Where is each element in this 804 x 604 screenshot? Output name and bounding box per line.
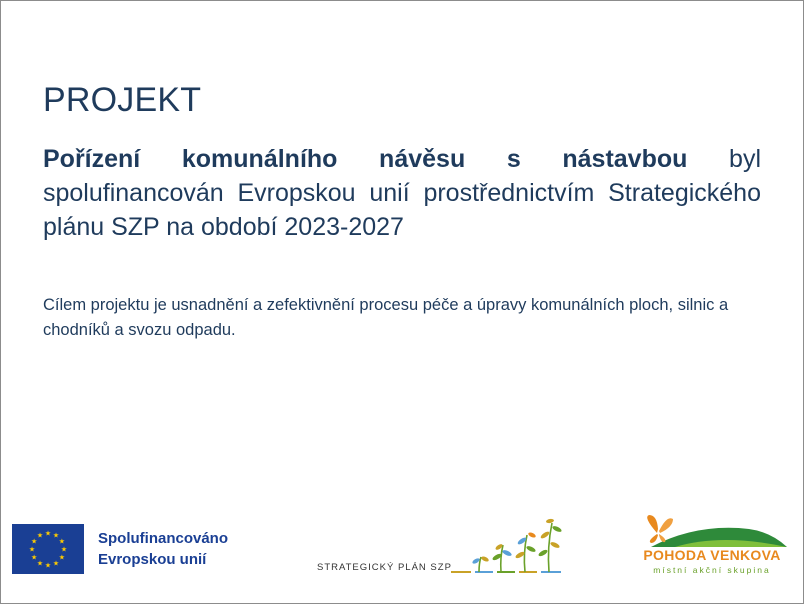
project-goal-text: Cílem projektu je usnadnění a zefektivnění procesu péče a úpravy komunálních ploch, silnic a chodníků a svozu odpadu. xyxy=(43,296,729,339)
eu-star-icon: ★ xyxy=(36,560,44,568)
eu-star-icon: ★ xyxy=(60,546,68,554)
eu-star-icon: ★ xyxy=(30,538,38,546)
eu-flag-icon xyxy=(12,524,84,574)
eu-star-icon: ★ xyxy=(58,554,66,562)
pohoda-venkova-logo xyxy=(637,511,789,581)
page-title: PROJEKT xyxy=(43,81,202,119)
eu-star-icon: ★ xyxy=(28,546,36,554)
sprouts-icon xyxy=(449,515,584,579)
mas-name: POHODA VENKOVA xyxy=(643,547,781,563)
eu-star-icon: ★ xyxy=(44,562,52,570)
mas-subtitle: místní akční skupina xyxy=(653,565,771,575)
eu-cofinancing-text xyxy=(98,528,228,570)
lead-text: byl spolufinancován Evropskou unií prostřednictvím Strategického plánu SZP na období 2023-2027 xyxy=(43,145,761,241)
eu-star-icon: ★ xyxy=(52,560,60,568)
butterfly-hills-icon xyxy=(637,511,789,549)
szp-logo xyxy=(317,515,587,581)
eu-star-icon: ★ xyxy=(36,532,44,540)
eu-star-icon: ★ xyxy=(58,538,66,546)
eu-text-line1: Spolufinancováno xyxy=(98,530,229,547)
eu-star-icon: ★ xyxy=(44,530,52,538)
eu-cofinancing-logo xyxy=(9,521,285,577)
project-name: Pořízení komunálního návěsu s nástavbou xyxy=(43,145,688,173)
eu-star-icon: ★ xyxy=(52,532,60,540)
lead-paragraph xyxy=(43,142,761,244)
eu-text-line2: Evropskou unií xyxy=(98,551,207,568)
eu-star-icon: ★ xyxy=(30,554,38,562)
szp-label: STRATEGICKÝ PLÁN SZP xyxy=(317,562,452,573)
